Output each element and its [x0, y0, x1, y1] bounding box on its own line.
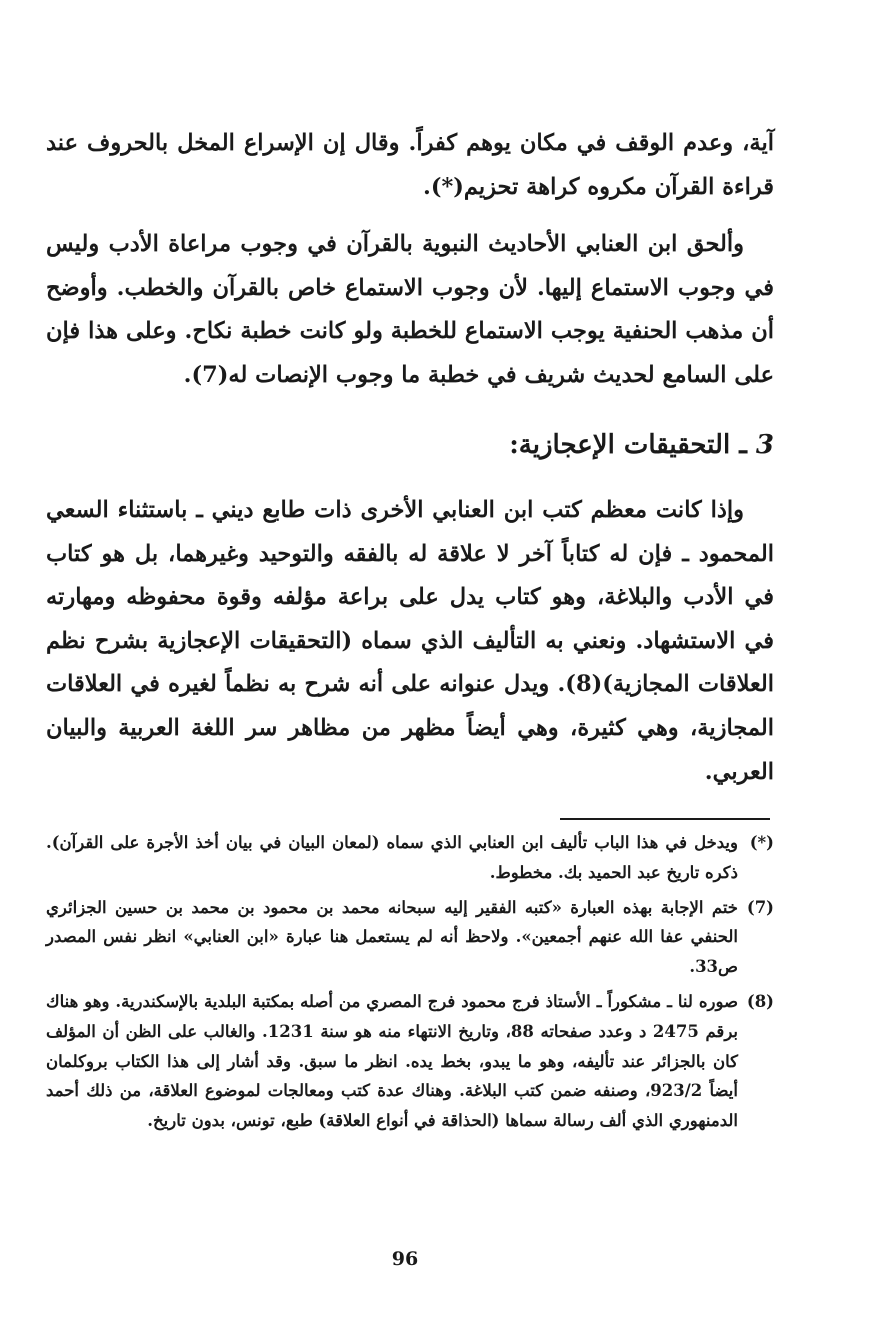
body-paragraph-3: وإذا كانت معظم كتب ابن العنابي الأخرى ذات طابع ديني ـ باستثناء السعي المحمود ـ فإن له كتاباً آخر لا علاقة له بالفقه والتوحيد وغيرهما، بل هو كتاب في الأدب والبلاغة، وهو كتاب يدل على براعة مؤلفه وقوة محفوظه ومهارته في الاستشهاد. ونعني به التأليف الذي سماه (التحقيقات الإعجازية بشرح نظم العلاقات المجازية)(8). ويدل عنوانه على أنه شرح به نظماً لغيره في العلاقات المجازية، وهي كثيرة، وهي أيضاً مظهر من مظاهر سر اللغة العربية والبيان العربي.: [46, 497, 774, 785]
footnote-marker: (8): [746, 991, 774, 1011]
footnote-text: ويدخل في هذا الباب تأليف ابن العنابي الذي سماه (لمعان البيان في بيان أخذ الأجرة على القرآن). ذكره تاريخ عبد الحميد بك. مخطوط.: [46, 833, 738, 882]
footnote-star: [46, 828, 774, 888]
section-title: ـ التحقيقات الإعجازية:: [509, 430, 747, 460]
body-paragraph-1: آية، وعدم الوقف في مكان يوهم كفراً. وقال إن الإسراع المخل بالحروف عند قراءة القرآن مكروه كراهة تحزيم(*).: [46, 130, 774, 200]
footnote-text: ختم الإجابة بهذه العبارة «كتبه الفقير إليه سبحانه محمد بن محمود بن محمد بن حسين الجزائري الحنفي عفا الله عنهم أجمعين». ولاحظ أنه لم يستعمل هنا عبارة «ابن العنابي» انظر نفس المصدر ص33.: [46, 897, 738, 977]
footnote-divider: [560, 818, 770, 820]
footnote-8: [46, 987, 774, 1136]
section-number: 3: [755, 430, 774, 460]
footnotes-list: [46, 828, 774, 1141]
footnote-marker: (7): [746, 897, 774, 917]
footnote-marker: (*): [749, 833, 774, 852]
footnote-7: [46, 893, 774, 982]
body-paragraph-2: وألحق ابن العنابي الأحاديث النبوية بالقرآن في وجوب مراعاة الأدب وليس في وجوب الاستماع إليها. لأن وجوب الاستماع خاص بالقرآن والخطب. وأوضح أن مذهب الحنفية يوجب الاستماع للخطبة ولو كانت خطبة نكاح. وعلى هذا فإن على السامع لحديث شريف في خطبة ما وجوب الإنصات له(7).: [46, 231, 774, 388]
section-heading: [46, 423, 774, 467]
page-number: 96: [391, 1248, 419, 1270]
footnote-text: صوره لنا ـ مشكوراً ـ الأستاذ فرج محمود فرج المصري من أصله بمكتبة البلدية بالإسكندرية. وهو هناك برقم 2475 د وعدد صفحاته 88، وتاريخ الانتهاء منه هو سنة 1231. والغالب على الظن أن المؤلف كان بالجزائر عند تأليفه، وهو ما يبدو، بخط يده. انظر ما سبق. وقد أشار إلى هذا الكتاب بروكلمان أيضاً 923/2، وصنفه ضمن كتب البلاغة. وهناك عدة كتب ومعالجات لموضوع العلاقة، من ذلك أحمد الدمنهوري الذي ألف رسالة سماها (الحذاقة في أنواع العلاقة) طبع، تونس، بدون تاريخ.: [46, 991, 739, 1131]
